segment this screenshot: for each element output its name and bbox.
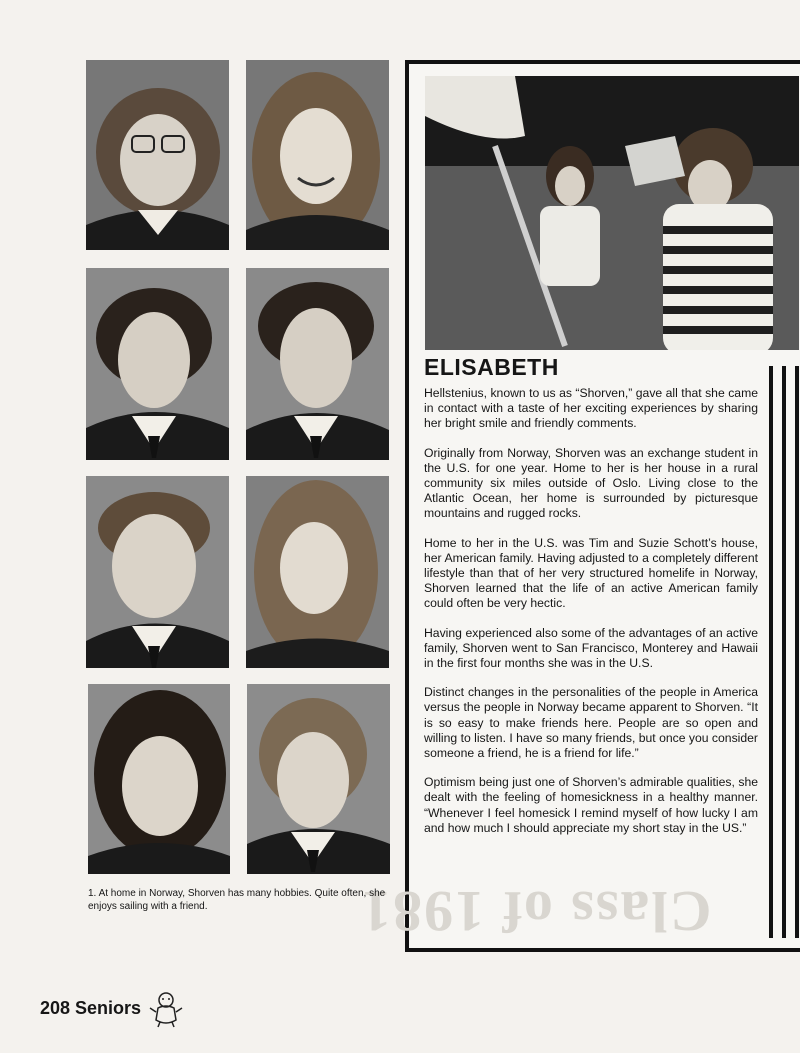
portrait-1 — [86, 60, 229, 250]
feature-paragraph: Optimism being just one of Shorven’s admirable qualities, she dealt with the feeling of homesickness in a healthy manner. “Whenever I feel homesick I remind myself of how lucky I am and how much I should appreciate my short stay in the US.” — [424, 775, 758, 835]
feature-paragraph: Having experienced also some of the advantages of an active family, Shorven went to San Francisco, Monterey and Hawaii in the first four months she was in the U.S. — [424, 625, 758, 671]
feature-paragraph: Hellstenius, known to us as “Shorven,” gave all that she came in contact with a taste of her exciting experiences by sharing her bright smile and friendly comments. — [424, 386, 758, 431]
feature-paragraph: Home to her in the U.S. was Tim and Suzie Schott’s house, her American family. Having adjusted to a completely different lifestyle than that of her very structured homelife in Norway, Shorven learned that the life of an active American family could often be very hectic. — [424, 535, 758, 611]
feature-paragraph: Originally from Norway, Shorven was an exchange student in the U.S. for one year. Home to her is her house in a rural community six miles outside of Oslo. Living close to the Atlantic Ocean, her home is surrounded by picturesque mountains and rugged rocks. — [424, 445, 758, 521]
portrait-3-image — [86, 268, 229, 460]
portrait-4-image — [246, 268, 389, 460]
portrait-2-image — [246, 60, 389, 250]
portrait-5 — [86, 476, 229, 668]
sailing-photo-image — [425, 76, 799, 350]
vertical-rule — [769, 366, 773, 938]
portrait-4 — [246, 268, 389, 460]
vertical-rule — [782, 366, 786, 938]
photo-caption: 1. At home in Norway, Shorven has many hobbies. Quite often, she enjoys sailing with a friend. — [88, 888, 386, 912]
portrait-6 — [246, 476, 389, 668]
portrait-3 — [86, 268, 229, 460]
vertical-rule — [795, 366, 799, 938]
feature-body — [424, 386, 758, 850]
portrait-1-image — [86, 60, 229, 250]
feature-panel — [405, 60, 800, 952]
portrait-2 — [246, 60, 389, 250]
faded-watermark: Class of 1981 — [360, 879, 712, 944]
page-folio: 208 Seniors — [40, 998, 142, 1018]
portrait-7 — [88, 684, 230, 874]
portrait-7-image — [88, 684, 230, 874]
portrait-8-image — [247, 684, 390, 874]
feature-paragraph: Distinct changes in the personalities of the people in America versus the people in Norway became apparent to Shorven. “It is so easy to make friends here. People are so open and willing to listen. I have so many friends, but once you consider someone a friend, he is a friend for life.” — [424, 685, 758, 761]
sailing-photo — [425, 76, 799, 350]
mascot-icon — [148, 990, 184, 1028]
feature-headline: ELISABETH — [424, 354, 559, 380]
portrait-5-image — [86, 476, 229, 668]
portrait-8 — [247, 684, 390, 874]
portrait-6-image — [246, 476, 389, 668]
